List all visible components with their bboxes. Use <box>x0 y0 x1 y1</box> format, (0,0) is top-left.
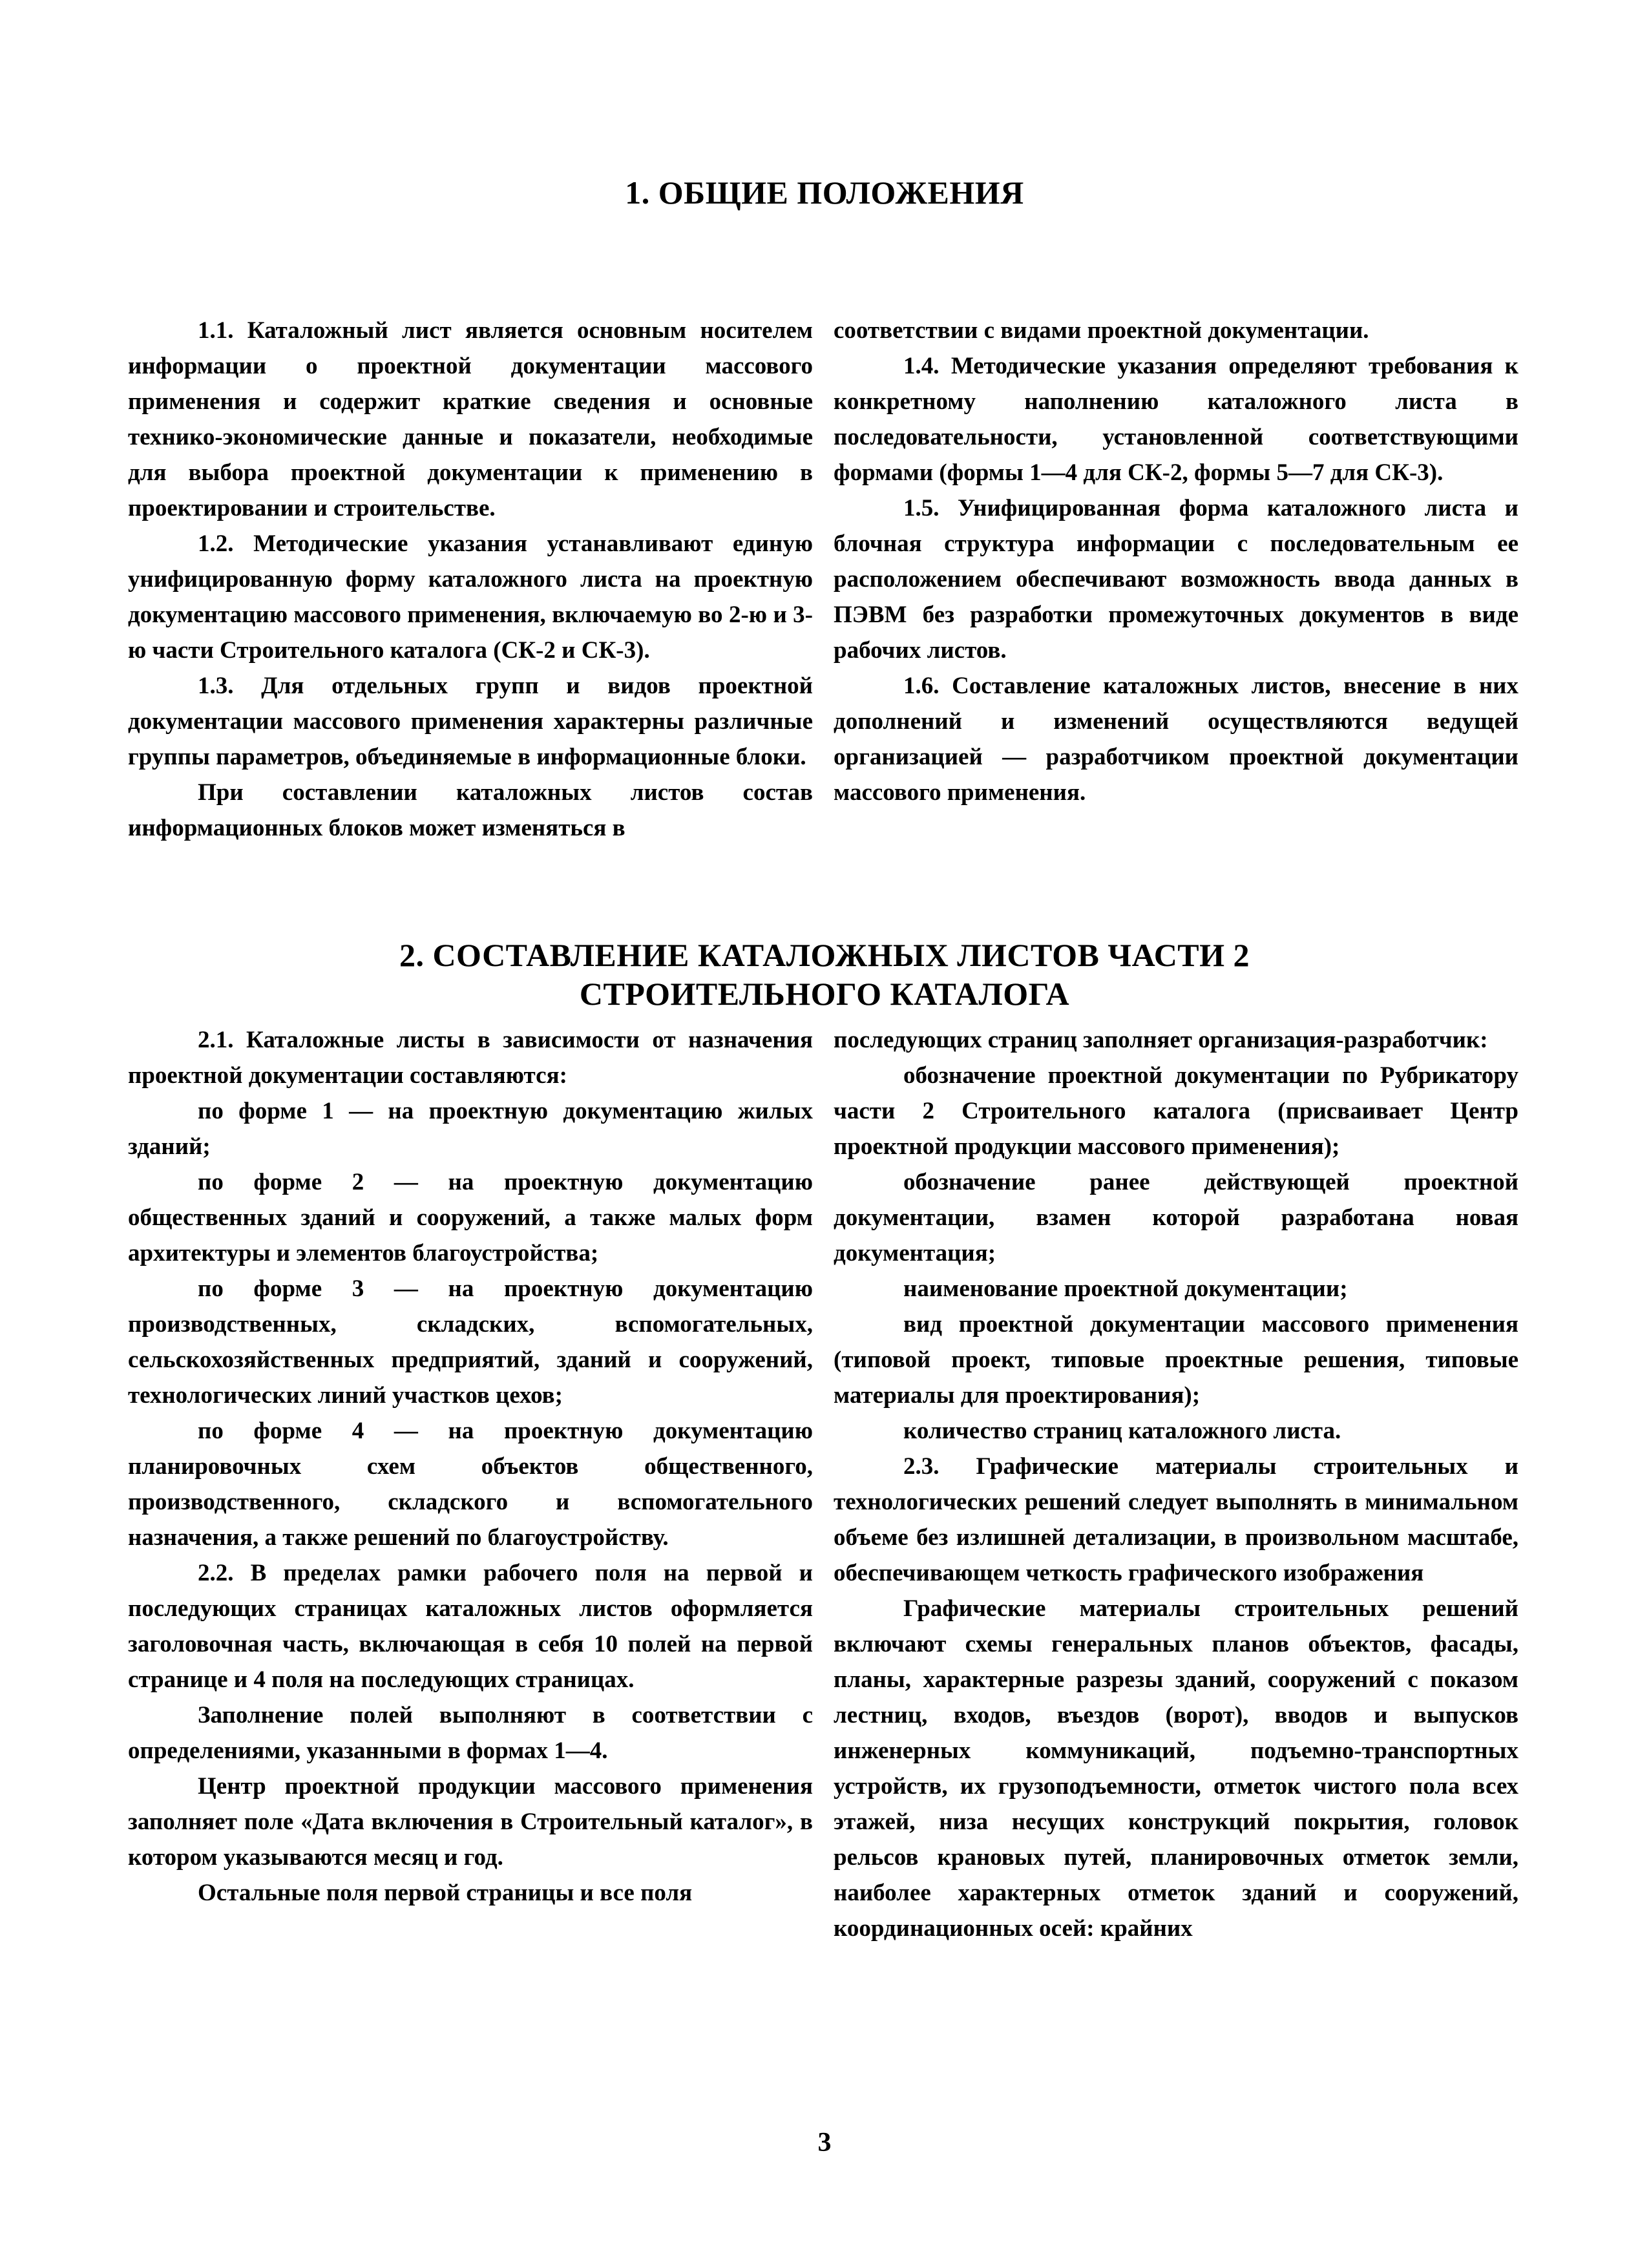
paragraph <box>128 1697 813 1769</box>
paragraph-text: по форме 3 — на проектную документацию производственных, складских, вспомогательных, сельскохозяйственных предприятий, зданий и сооружений, технологических линий участков цехов; <box>128 1276 813 1409</box>
section-1-right-column <box>834 313 1518 810</box>
paragraph-text: обозначение ранее действующей проектной документации, взамен которой разработана новая документация; <box>834 1169 1518 1266</box>
paragraph <box>128 775 813 846</box>
clause-number: 2.1. <box>198 1027 234 1053</box>
paragraph-text: Каталожный лист является основным носителем информации о проектной документации массового применения и содержит краткие сведения и основные технико-экономические данные и показатели, необходимые для выбора проектной документации к применению в проектировании и строительстве. <box>128 317 813 521</box>
section-2-title-line-2: СТРОИТЕЛЬНОГО КАТАЛОГА <box>579 976 1070 1012</box>
paragraph-text: Графические материалы строительных решений включают схемы генеральных планов объектов, фасады, планы, характерные разрезы зданий, сооружений с показом лестниц, входов, въездов (ворот), вводов и выпусков инженерных коммуникаций, подъемно-транспортных устройств, их грузоподъемности, отметок чистого пола всех этажей, низа несущих конструкций покрытия, головок рельсов крановых путей, планировочных отметок земли, наиболее характерных отметок зданий и сооружений, координационных осей: крайних <box>834 1595 1518 1942</box>
paragraph-text: по форме 2 — на проектную документацию общественных зданий и сооружений, а также малых форм архитектуры и элементов благоустройства; <box>128 1169 813 1266</box>
paragraph <box>128 313 813 526</box>
clause-number: 1.6. <box>903 673 940 699</box>
paragraph-text: Методические указания определяют требования к конкретному наполнению каталожного листа в последовательности, установленной соответствующими формами (формы 1—4 для СК-2, формы 5—7 для СК-3). <box>834 353 1518 486</box>
paragraph-text: вид проектной документации массового применения (типовой проект, типовые проектные решения, типовые материалы для проектирования); <box>834 1311 1518 1409</box>
paragraph <box>128 1875 813 1911</box>
paragraph <box>128 1271 813 1413</box>
paragraph <box>834 348 1518 490</box>
paragraph <box>834 1058 1518 1164</box>
paragraph-text: по форме 4 — на проектную документацию планировочных схем объектов общественного, производственного, складского и вспомогательного назначения, а также решений по благоустройству. <box>128 1418 813 1551</box>
paragraph <box>834 1164 1518 1271</box>
clause-number: 1.3. <box>198 673 234 699</box>
paragraph-text: В пределах рамки рабочего поля на первой и последующих страницах каталожных листов оформляется заголовочная часть, включающая в себя 10 полей на первой странице и 4 поля на последующих страницах. <box>128 1560 813 1693</box>
paragraph <box>128 668 813 775</box>
clause-number: 2.3. <box>903 1453 940 1480</box>
paragraph-text: Центр проектной продукции массового применения заполняет поле «Дата включения в Строительный каталог», в котором указываются месяц и год. <box>128 1773 813 1871</box>
paragraph <box>128 526 813 668</box>
paragraph-text: Унифицированная форма каталожного листа и блочная структура информации с последовательным ее расположением обеспечивают возможность ввода данных в ПЭВМ без разработки промежуточных документов в виде рабочих листов. <box>834 495 1518 664</box>
paragraph <box>834 1022 1518 1058</box>
paragraph <box>834 1591 1518 1946</box>
section-2-right-column <box>834 1022 1518 1946</box>
paragraph-text: обозначение проектной документации по Рубрикатору части 2 Строительного каталога (присваивает Центр проектной продукции массового применения); <box>834 1062 1518 1160</box>
paragraph-text: Заполнение полей выполняют в соответствии с определениями, указанными в формах 1—4. <box>128 1702 813 1764</box>
paragraph <box>128 1022 813 1093</box>
paragraph <box>834 490 1518 668</box>
clause-number: 1.1. <box>198 317 234 344</box>
paragraph <box>834 1307 1518 1413</box>
clause-number: 1.5. <box>903 495 940 521</box>
paragraph <box>834 1271 1518 1307</box>
paragraph-text: Графические материалы строительных и технологических решений следует выполнять в минимальном объеме без излишней детализации, в произвольном масштабе, обеспечивающем четкость графического изображения <box>834 1453 1518 1586</box>
paragraph <box>128 1164 813 1271</box>
clause-number: 1.4. <box>903 353 940 379</box>
clause-number: 2.2. <box>198 1560 234 1586</box>
paragraph <box>834 313 1518 348</box>
paragraph <box>128 1555 813 1697</box>
paragraph <box>128 1413 813 1555</box>
paragraph-text: количество страниц каталожного листа. <box>903 1418 1341 1444</box>
paragraph-text: Составление каталожных листов, внесение в них дополнений и изменений осуществляются ведущей организацией — разработчиком проектной документации массового применения. <box>834 673 1518 806</box>
section-2-title <box>0 936 1649 1013</box>
paragraph <box>834 668 1518 810</box>
section-2-title-line-1: 2. СОСТАВЛЕНИЕ КАТАЛОЖНЫХ ЛИСТОВ ЧАСТИ 2 <box>399 937 1250 973</box>
section-1-left-column <box>128 313 813 846</box>
paragraph <box>128 1769 813 1875</box>
paragraph-text: Каталожные листы в зависимости от назначения проектной документации составляются: <box>128 1027 813 1089</box>
paragraph-text: наименование проектной документации; <box>903 1276 1348 1302</box>
paragraph-text: соответствии с видами проектной документации. <box>834 317 1369 344</box>
section-2-left-column <box>128 1022 813 1911</box>
paragraph <box>128 1093 813 1164</box>
clause-number: 1.2. <box>198 530 234 557</box>
paragraph-text: по форме 1 — на проектную документацию жилых зданий; <box>128 1098 813 1160</box>
paragraph-text: Методические указания устанавливают единую унифицированную форму каталожного листа на проектную документацию массового применения, включаемую во 2-ю и 3-ю части Строительного каталога (СК-2 и СК-3). <box>128 530 813 664</box>
paragraph-text: При составлении каталожных листов состав информационных блоков может изменяться в <box>128 779 813 841</box>
paragraph <box>834 1449 1518 1591</box>
page-number: 3 <box>817 2128 832 2158</box>
section-1-title: 1. ОБЩИЕ ПОЛОЖЕНИЯ <box>625 174 1024 211</box>
paragraph-text: последующих страниц заполняет организация-разработчик: <box>834 1027 1488 1053</box>
paragraph-text: Для отдельных групп и видов проектной документации массового применения характерны различные группы параметров, объединяемые в информационные блоки. <box>128 673 813 770</box>
paragraph <box>834 1413 1518 1449</box>
paragraph-text: Остальные поля первой страницы и все поля <box>198 1880 693 1906</box>
